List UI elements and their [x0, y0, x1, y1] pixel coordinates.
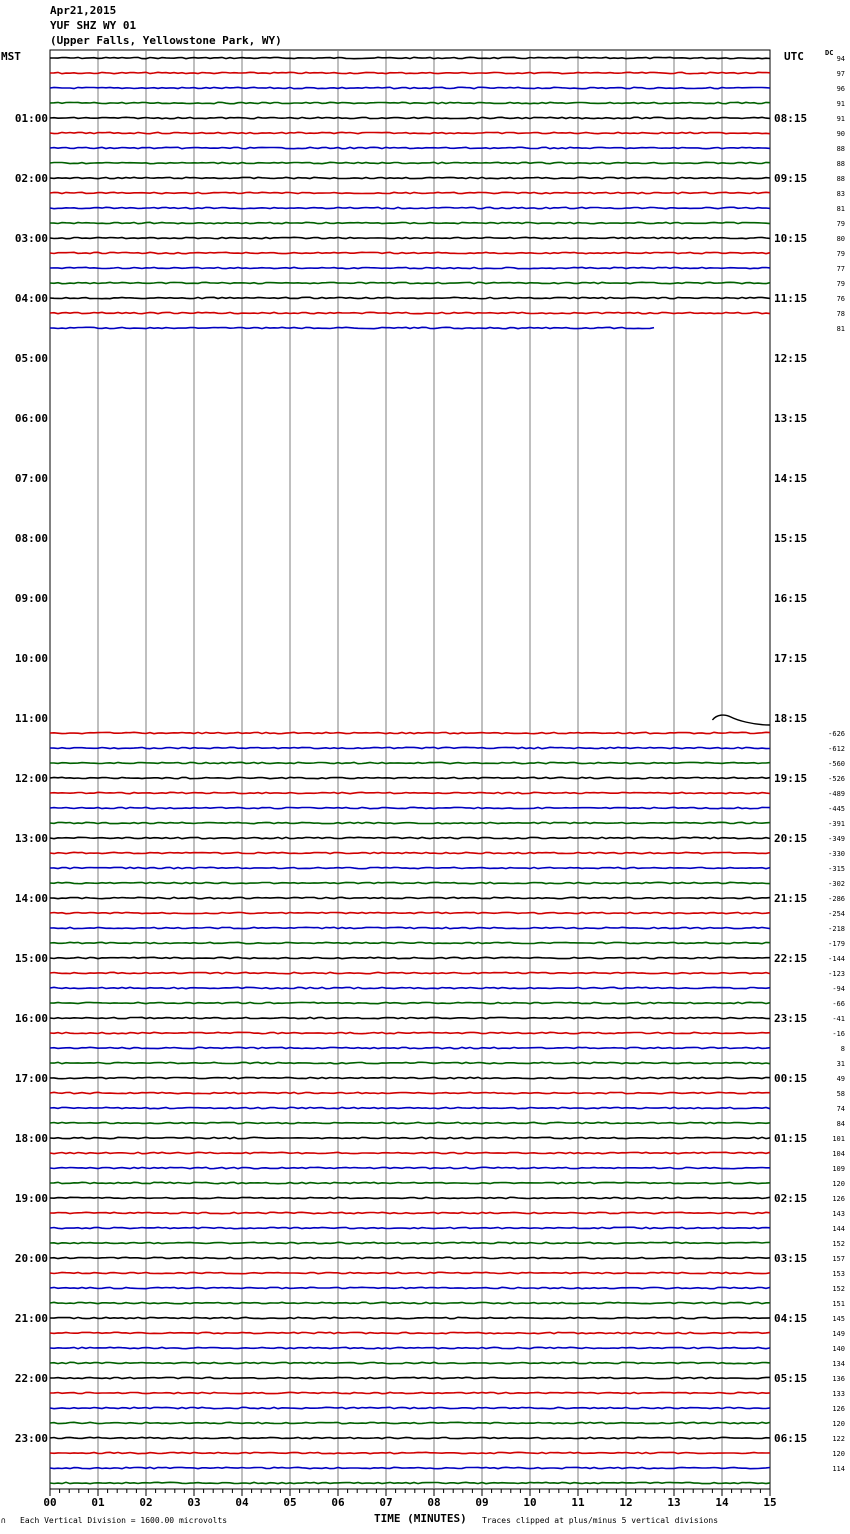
dc-offset-label: 126: [832, 1405, 845, 1413]
dc-offset-label: 58: [836, 1090, 845, 1098]
dc-offset-label: 96: [836, 85, 845, 93]
trace-line: [50, 957, 770, 958]
mst-hour-label: 10:00: [14, 652, 48, 665]
mst-hour-label: 08:00: [14, 532, 48, 545]
dc-offset-label: -330: [828, 850, 845, 858]
mst-hour-label: 03:00: [14, 232, 48, 245]
mst-hour-label: 04:00: [14, 292, 48, 305]
mst-hour-label: 12:00: [14, 772, 48, 785]
x-tick-label: 11: [571, 1496, 585, 1509]
trace-line: [50, 1077, 770, 1078]
dc-offset-label: -66: [832, 1000, 845, 1008]
trace-line: [50, 1302, 770, 1303]
x-tick-label: 03: [187, 1496, 201, 1509]
dc-offset-label: 120: [832, 1450, 845, 1458]
utc-hour-label: 05:15: [774, 1372, 808, 1385]
dc-offset-label: -626: [828, 730, 845, 738]
mst-hour-label: 02:00: [14, 172, 48, 185]
trace-line: [50, 252, 770, 253]
x-tick-label: 05: [283, 1496, 297, 1509]
dc-offset-label: 114: [832, 1465, 845, 1473]
utc-hour-label: 06:15: [774, 1432, 808, 1445]
dc-offset-label: -144: [828, 955, 845, 963]
trace-line: [50, 747, 770, 748]
dc-offset-label: -179: [828, 940, 845, 948]
trace-line: [50, 57, 770, 58]
dc-offset-label: 109: [832, 1165, 845, 1173]
dc-offset-label: 90: [836, 130, 845, 138]
dc-offset-label: 80: [836, 235, 845, 243]
mst-hour-label: 21:00: [14, 1312, 48, 1325]
utc-hour-label: 01:15: [774, 1132, 808, 1145]
dc-offset-label: 143: [832, 1210, 845, 1218]
dc-offset-label: -489: [828, 790, 845, 798]
utc-hour-label: 02:15: [774, 1192, 808, 1205]
trace-line: [50, 192, 770, 193]
dc-offset-label: 31: [836, 1060, 845, 1068]
trace-line: [50, 897, 770, 898]
dc-offset-label: 8: [840, 1045, 845, 1053]
trace-line: [50, 72, 770, 73]
mst-hour-label: 18:00: [14, 1132, 48, 1145]
utc-hour-label: 16:15: [774, 592, 808, 605]
dc-offset-label: -445: [828, 805, 845, 813]
x-tick-label: 07: [379, 1496, 393, 1509]
dc-offset-label: -94: [832, 985, 845, 993]
dc-offset-label: 157: [832, 1255, 845, 1263]
x-tick-label: 02: [139, 1496, 153, 1509]
trace-line: [50, 1362, 770, 1363]
x-tick-label: 06: [331, 1496, 345, 1509]
trace-line: [50, 1002, 770, 1003]
utc-hour-label: 22:15: [774, 952, 808, 965]
utc-hour-label: 13:15: [774, 412, 808, 425]
mst-hour-label: 01:00: [14, 112, 48, 125]
trace-line: [50, 1047, 770, 1048]
mst-hour-label: 09:00: [14, 592, 48, 605]
clip-note: Traces clipped at plus/minus 5 vertical divisions: [482, 1516, 719, 1525]
dc-offset-label: 136: [832, 1375, 845, 1383]
mst-hour-label: 06:00: [14, 412, 48, 425]
dc-offset-label: 126: [832, 1195, 845, 1203]
x-tick-label: 08: [427, 1496, 441, 1509]
trace-line: [50, 1257, 770, 1258]
utc-hour-label: 10:15: [774, 232, 808, 245]
x-tick-label: 13: [667, 1496, 681, 1509]
x-tick-label: 14: [715, 1496, 729, 1509]
utc-hour-label: 18:15: [774, 712, 808, 725]
utc-hour-label: 11:15: [774, 292, 808, 305]
trace-line: [50, 1347, 770, 1348]
dc-offset-label: 152: [832, 1285, 845, 1293]
dc-offset-label: 79: [836, 250, 845, 258]
x-tick-label: 04: [235, 1496, 249, 1509]
trace-line: [50, 147, 770, 148]
dc-offset-label: 49: [836, 1075, 845, 1083]
station-location: (Upper Falls, Yellowstone Park, WY): [50, 34, 282, 47]
trace-line: [50, 237, 770, 238]
mst-hour-label: 15:00: [14, 952, 48, 965]
trace-line: [50, 1212, 770, 1213]
trace-line: [50, 867, 770, 868]
trace-line: [50, 132, 770, 133]
dc-offset-label: 88: [836, 160, 845, 168]
utc-hour-label: 23:15: [774, 1012, 808, 1025]
mst-hour-label: 19:00: [14, 1192, 48, 1205]
trace-line: [50, 807, 770, 808]
dc-offset-label: 134: [832, 1360, 845, 1368]
trace-line: [50, 1467, 770, 1468]
dc-offset-label: 79: [836, 220, 845, 228]
dc-offset-label: 88: [836, 175, 845, 183]
dc-offset-label: -612: [828, 745, 845, 753]
trace-line: [50, 1482, 770, 1483]
utc-hour-label: 14:15: [774, 472, 808, 485]
trace-line: [50, 267, 770, 268]
station-code: YUF SHZ WY 01: [50, 19, 137, 32]
trace-line: [50, 852, 770, 853]
dc-offset-label: 81: [836, 205, 845, 213]
dc-offset-label: 122: [832, 1435, 845, 1443]
trace-line: [50, 1032, 770, 1033]
signal-event-drift: [712, 715, 770, 725]
dc-offset-label: 104: [832, 1150, 845, 1158]
dc-offset-label: 144: [832, 1225, 845, 1233]
utc-zone-label: UTC: [784, 50, 804, 63]
trace-line: [50, 87, 770, 88]
utc-hour-label: 09:15: [774, 172, 808, 185]
trace-line: [50, 1287, 770, 1288]
x-axis-label: TIME (MINUTES): [374, 1512, 467, 1525]
dc-offset-label: -349: [828, 835, 845, 843]
utc-hour-label: 03:15: [774, 1252, 808, 1265]
trace-line: [50, 927, 770, 928]
utc-hour-label: 04:15: [774, 1312, 808, 1325]
mst-hour-label: 05:00: [14, 352, 48, 365]
trace-line: [50, 882, 770, 883]
dc-offset-label: 140: [832, 1345, 845, 1353]
dc-offset-label: -526: [828, 775, 845, 783]
trace-line: [50, 732, 770, 733]
dc-offset-label: -254: [828, 910, 845, 918]
dc-offset-label: -41: [832, 1015, 845, 1023]
dc-offset-label: 91: [836, 100, 845, 108]
dc-offset-label: 77: [836, 265, 845, 273]
footer-mark: ∩: [1, 1516, 6, 1525]
dc-offset-label: 120: [832, 1420, 845, 1428]
dc-offset-label: 97: [836, 70, 845, 78]
trace-line: [50, 1062, 770, 1063]
mst-hour-label: 11:00: [14, 712, 48, 725]
dc-offset-label: -123: [828, 970, 845, 978]
dc-offset-label: 78: [836, 310, 845, 318]
trace-line: [50, 102, 770, 103]
trace-line: [50, 987, 770, 988]
utc-hour-label: 19:15: [774, 772, 808, 785]
trace-line: [50, 222, 770, 223]
trace-line: [50, 1152, 770, 1153]
trace-line: [50, 837, 770, 838]
utc-hour-label: 08:15: [774, 112, 808, 125]
dc-offset-label: 120: [832, 1180, 845, 1188]
dc-offset-label: -218: [828, 925, 845, 933]
trace-line: [50, 1167, 770, 1168]
mst-hour-label: 20:00: [14, 1252, 48, 1265]
trace-line: [50, 297, 770, 298]
trace-line: [50, 312, 770, 313]
trace-line: [50, 1332, 770, 1333]
trace-line: [50, 1422, 770, 1423]
trace-line: [50, 1137, 770, 1138]
mst-hour-label: 16:00: [14, 1012, 48, 1025]
utc-hour-label: 12:15: [774, 352, 808, 365]
dc-offset-label: 151: [832, 1300, 845, 1308]
x-tick-label: 10: [523, 1496, 537, 1509]
utc-hour-label: 20:15: [774, 832, 808, 845]
utc-hour-label: 21:15: [774, 892, 808, 905]
trace-line: [50, 1377, 770, 1378]
dc-offset-label: -315: [828, 865, 845, 873]
dc-offset-label: 101: [832, 1135, 845, 1143]
x-tick-label: 15: [763, 1496, 777, 1509]
trace-line: [50, 1227, 770, 1228]
trace-line: [50, 1122, 770, 1123]
trace-line: [50, 1392, 770, 1393]
trace-line: [50, 912, 770, 913]
dc-offset-label: -560: [828, 760, 845, 768]
trace-line: [50, 1272, 770, 1273]
trace-line: [50, 1182, 770, 1183]
utc-hour-label: 00:15: [774, 1072, 808, 1085]
trace-line: [50, 822, 770, 823]
utc-hour-label: 15:15: [774, 532, 808, 545]
dc-label: DC: [825, 49, 834, 57]
trace-line: [50, 1452, 770, 1453]
x-tick-label: 12: [619, 1496, 633, 1509]
mst-hour-label: 17:00: [14, 1072, 48, 1085]
dc-offset-label: 74: [836, 1105, 845, 1113]
mst-hour-label: 07:00: [14, 472, 48, 485]
dc-offset-label: 94: [836, 55, 845, 63]
dc-offset-label: 152: [832, 1240, 845, 1248]
trace-line: [50, 1242, 770, 1243]
dc-offset-label: -16: [832, 1030, 845, 1038]
trace-line: [50, 762, 770, 763]
trace-line: [50, 162, 770, 163]
trace-line: [50, 942, 770, 943]
dc-offset-label: -391: [828, 820, 845, 828]
mst-hour-label: 13:00: [14, 832, 48, 845]
dc-offset-label: 91: [836, 115, 845, 123]
plot-date: Apr21,2015: [50, 4, 117, 17]
dc-offset-label: 153: [832, 1270, 845, 1278]
trace-line: [50, 777, 770, 778]
x-tick-label: 00: [43, 1496, 57, 1509]
dc-offset-label: 133: [832, 1390, 845, 1398]
utc-hour-label: 17:15: [774, 652, 808, 665]
trace-line: [50, 1017, 770, 1018]
trace-line: [50, 1107, 770, 1108]
scale-note: Each Vertical Division = 1600.00 microvolts: [20, 1516, 228, 1525]
x-tick-label: 09: [475, 1496, 489, 1509]
dc-offset-label: 79: [836, 280, 845, 288]
trace-line: [50, 117, 770, 118]
mst-hour-label: 14:00: [14, 892, 48, 905]
mst-hour-label: 23:00: [14, 1432, 48, 1445]
trace-line: [50, 1092, 770, 1093]
mst-hour-label: 22:00: [14, 1372, 48, 1385]
trace-line: [50, 1437, 770, 1438]
trace-line: [50, 1317, 770, 1318]
dc-offset-label: 81: [836, 325, 845, 333]
trace-line: [50, 207, 770, 208]
x-tick-label: 01: [91, 1496, 105, 1509]
trace-line: [50, 1197, 770, 1198]
trace-line: [50, 972, 770, 973]
trace-line: [50, 792, 770, 793]
dc-offset-label: 145: [832, 1315, 845, 1323]
trace-line: [50, 1407, 770, 1408]
trace-line: [50, 177, 770, 178]
dc-offset-label: 76: [836, 295, 845, 303]
dc-offset-label: -286: [828, 895, 845, 903]
dc-offset-label: 88: [836, 145, 845, 153]
dc-offset-label: 84: [836, 1120, 845, 1128]
trace-line: [50, 327, 654, 328]
dc-offset-label: -302: [828, 880, 845, 888]
trace-line: [50, 282, 770, 283]
mst-zone-label: MST: [1, 50, 21, 63]
dc-offset-label: 83: [836, 190, 845, 198]
dc-offset-label: 149: [832, 1330, 845, 1338]
